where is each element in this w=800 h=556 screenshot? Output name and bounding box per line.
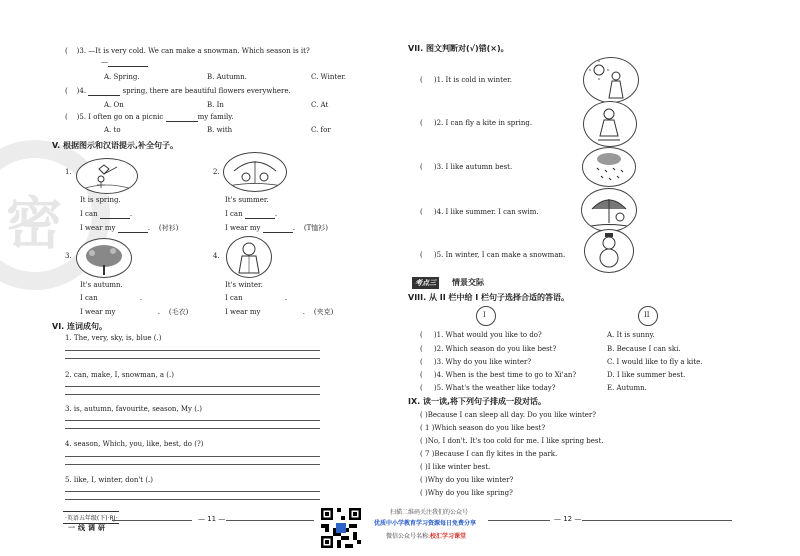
q5-option-a: A. to: [104, 126, 121, 134]
promo-text: 优质中小学教育学习资源每日免费分享: [374, 520, 477, 527]
sec8-a2: B. Because I can ski.: [607, 345, 681, 353]
sec6-item4: 4. season, Which, you, like, best, do (?): [65, 440, 204, 448]
q4-option-c: C. At: [311, 101, 329, 109]
sec8-a4: D. I like summer best.: [607, 371, 686, 379]
q5-option-c: C. for: [311, 126, 331, 134]
sec8-q3: ( )3. Why do you like winter?: [420, 358, 532, 366]
answer-line: [65, 386, 320, 387]
sec8-q2: ( )2. Which season do you like best?: [420, 345, 557, 353]
sec9-item2: ( 1 )Which season do you like best?: [420, 424, 546, 432]
summer-beach-picture: [223, 152, 287, 192]
answer-line: [65, 420, 320, 421]
apple-icon: [638, 306, 658, 326]
q3-option-c: C. Winter.: [311, 73, 347, 81]
autumn-tree-picture: [76, 238, 132, 278]
wechat-caption: 微信公众号名称:校汇学习课堂: [386, 533, 467, 540]
sec8-a1: A. It is sunny.: [607, 331, 655, 339]
q3-answer-blank: —: [101, 58, 148, 67]
sec9-item3: ( )No, I don't. It's too cold for me. I like spring best.: [420, 437, 604, 445]
sec7-item1: ( )1. It is cold in winter.: [420, 76, 512, 84]
section-6-title: VI. 连词成句。: [52, 322, 107, 331]
snowman-picture: [584, 229, 634, 273]
sec6-item2: 2. can, make, I, snowman, a (.): [65, 371, 174, 379]
sec5-item3-line3: I wear my . (毛衣): [80, 308, 189, 316]
q3-option-b: B. Autumn.: [207, 73, 247, 81]
footer-line: [112, 520, 192, 521]
footer-line: [582, 520, 732, 521]
sec9-item4: ( 7 )Because I can fly kites in the park.: [420, 450, 558, 458]
answer-line: [65, 428, 320, 429]
qr-code[interactable]: [321, 508, 361, 548]
snowy-weather-picture: [582, 147, 636, 187]
sec5-item1-line2: I can .: [80, 210, 133, 218]
sec9-item5: ( )I like winter best.: [420, 463, 491, 471]
q3-option-a: A. Spring.: [104, 73, 140, 81]
section-8-title: VIII. 从 II 栏中给 I 栏句子选择合适的答语。: [408, 293, 570, 302]
sec8-a3: C. I would like to fly a kite.: [607, 358, 703, 366]
sec8-q5: ( )5. What's the weather like today?: [420, 384, 556, 392]
page-number-right: — 12 —: [554, 515, 582, 523]
series-label: ·英语五年级(下)·RJ·: [63, 511, 119, 524]
sec5-item2-line1: It's summer.: [225, 196, 269, 204]
column-2-label: II: [644, 311, 650, 319]
q5-option-b: B. with: [207, 126, 233, 134]
answer-line: [65, 499, 320, 500]
answer-line: [65, 394, 320, 395]
kite-spring-picture: [76, 158, 138, 194]
summer-umbrella-picture: [581, 188, 637, 232]
spring-skating-picture: [583, 101, 637, 147]
sec5-item2-line2: I can .: [225, 210, 278, 218]
brand-label: 一线调研: [68, 524, 108, 532]
sec7-item5: ( )5. In winter, I can make a snowman.: [420, 251, 566, 259]
sec5-item2-num: 2.: [213, 168, 220, 176]
sec6-item1: 1. The, very, sky, is, blue (.): [65, 334, 162, 342]
answer-line: [65, 456, 320, 457]
column-1-label: I: [483, 311, 486, 319]
sec5-item4-line2: I can .: [225, 294, 288, 302]
q4-option-a: A. On: [104, 101, 124, 109]
winter-coat-picture: [226, 236, 272, 278]
scan-caption: 扫描二维码关注我们的公众号: [390, 509, 469, 516]
sec9-item1: ( )Because I can sleep all day. Do you like winter?: [420, 411, 597, 419]
sec6-item3: 3. is, autumn, favourite, season, My (.): [65, 405, 202, 413]
sec7-item4: ( )4. I like summer. I can swim.: [420, 208, 539, 216]
sec9-item6: ( )Why do you like winter?: [420, 476, 514, 484]
answer-line: [65, 358, 320, 359]
sec5-item4-num: 4.: [213, 252, 220, 260]
sec8-a5: E. Autumn.: [607, 384, 647, 392]
sec5-item1-line1: It is spring.: [80, 196, 121, 204]
sec6-item5: 5. like, I, winter, don't (.): [65, 476, 154, 484]
answer-line: [65, 350, 320, 351]
apple-icon: [476, 306, 496, 326]
sec7-item2: ( )2. I can fly a kite in spring.: [420, 119, 533, 127]
footer-line: [488, 520, 550, 521]
section-5-title: V. 根据图示和汉语提示,补全句子。: [52, 141, 179, 150]
sec5-item3-line2: I can .: [80, 294, 143, 302]
q4-option-b: B. In: [207, 101, 224, 109]
sec5-item3-line1: It's autumn.: [80, 281, 123, 289]
sec5-item1-line3: I wear my . (衬衫): [80, 224, 179, 232]
sec9-item7: ( )Why do you like spring?: [420, 489, 513, 497]
q5-line: ( )5. I often go on a picnic my family.: [65, 113, 234, 121]
sec5-item4-line3: I wear my . (夹克): [225, 308, 334, 316]
topic-badge: 考点三: [412, 277, 439, 289]
sec5-item4-line1: It's winter.: [225, 281, 263, 289]
sec5-item1-num: 1.: [65, 168, 72, 176]
page-number-left: — 11 —: [198, 515, 226, 523]
section-9-title: IX. 读一读,将下列句子排成一段对话。: [408, 397, 547, 406]
q3-line: ( )3. —It is very cold. We can make a snowman. Which season is it?: [65, 47, 310, 55]
sec5-item3-num: 3.: [65, 252, 72, 260]
section-7-title: VII. 图文判断对(√)错(×)。: [408, 44, 509, 53]
sec8-q4: ( )4. When is the best time to go to Xi'an?: [420, 371, 577, 379]
sec7-item3: ( )3. I like autumn best.: [420, 163, 513, 171]
sec8-q1: ( )1. What would you like to do?: [420, 331, 542, 339]
sec5-item2-line3: I wear my . (T恤衫): [225, 224, 328, 232]
wechat-account-name: 校汇学习课堂: [430, 533, 467, 540]
confidential-watermark: 密: [0, 140, 110, 290]
answer-line: [65, 491, 320, 492]
answer-line: [65, 464, 320, 465]
topic-badge-title: 情景交际: [452, 278, 484, 287]
q4-line: ( )4. spring, there are beautiful flowers everywhere.: [65, 87, 291, 95]
footer-line: [226, 520, 314, 521]
cold-winter-picture: [583, 57, 639, 103]
